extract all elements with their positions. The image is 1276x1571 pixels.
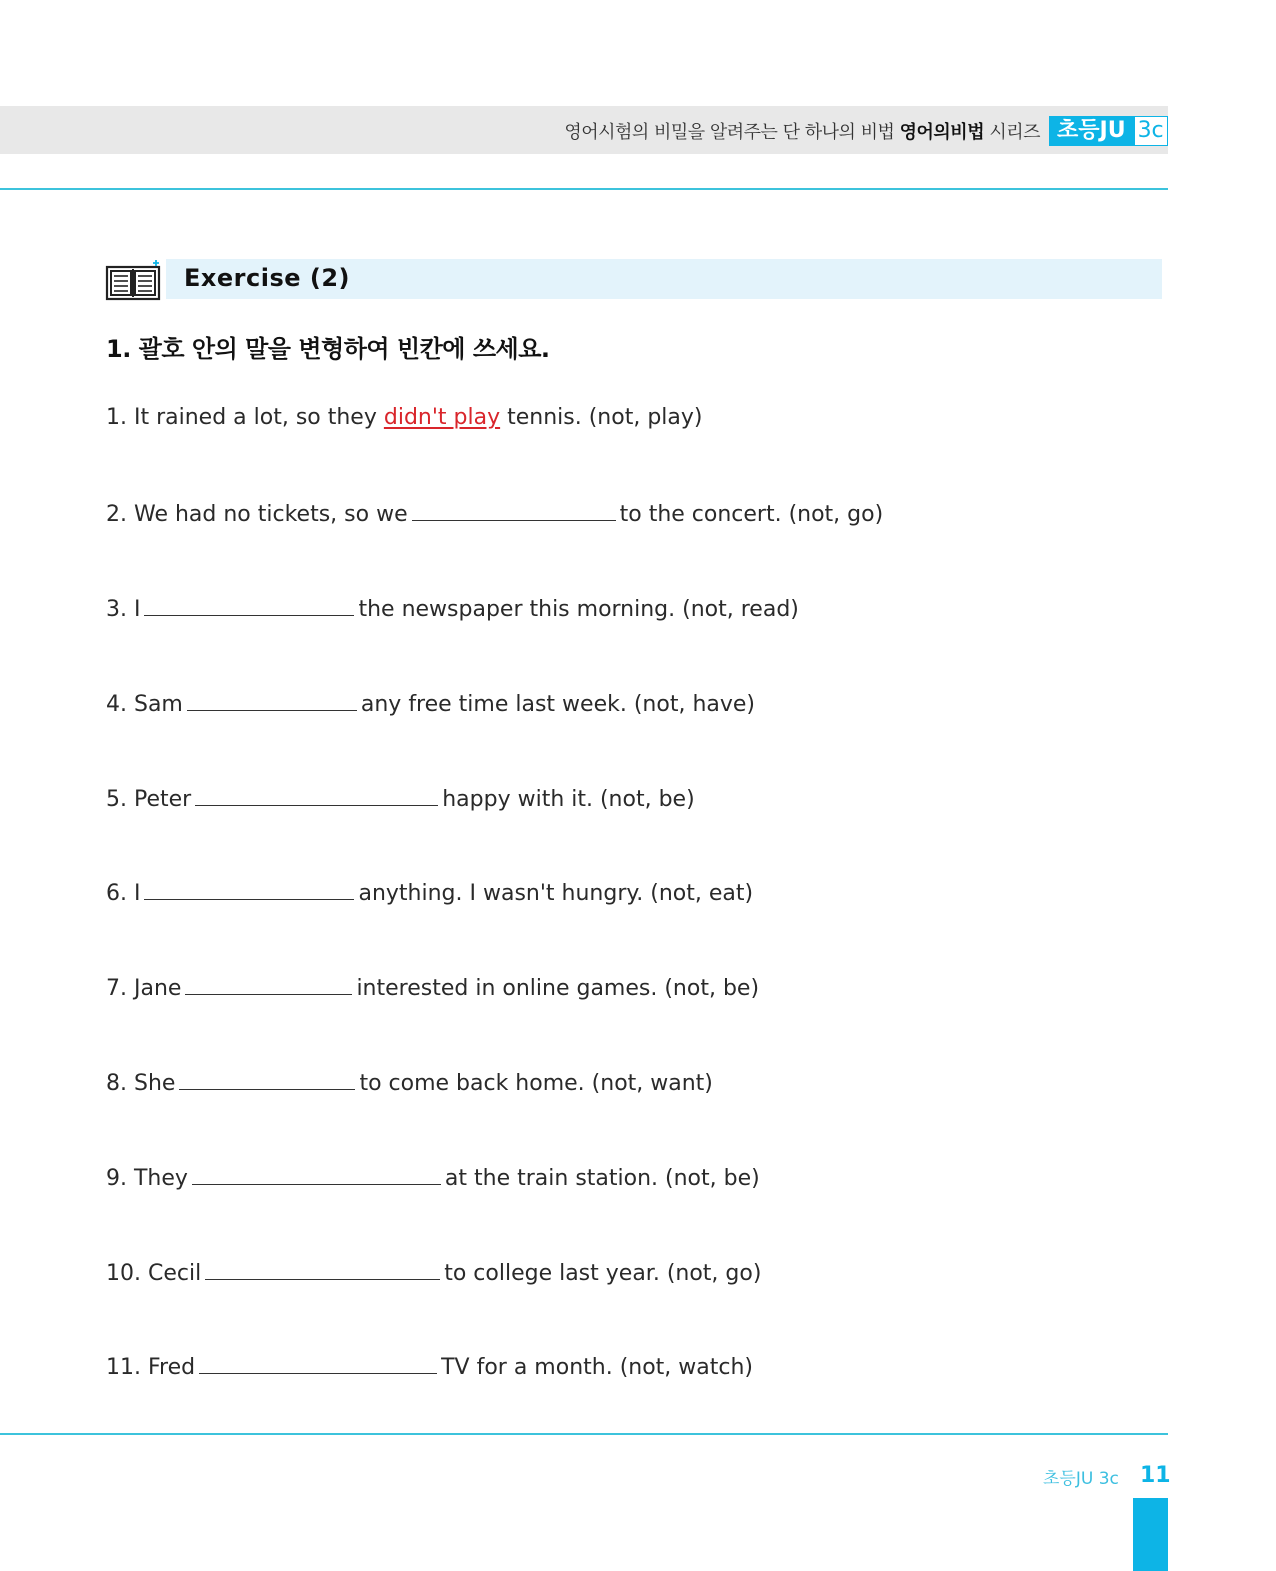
item-prefix: 11. Fred <box>106 1355 196 1380</box>
item-suffix: anything. I wasn't hungry. (not, eat) <box>358 881 754 906</box>
list-item <box>106 1067 713 1099</box>
list-item <box>106 1351 753 1383</box>
answer-blank[interactable] <box>195 783 438 806</box>
answer-blank[interactable] <box>412 498 616 521</box>
top-divider <box>0 188 1168 190</box>
answer-blank[interactable] <box>192 1162 441 1185</box>
item-suffix: the newspaper this morning. (not, read) <box>358 597 799 622</box>
list-item <box>106 783 695 815</box>
answer-blank[interactable] <box>144 593 354 616</box>
answer-blank[interactable] <box>185 972 352 995</box>
tagline-prefix: 영어시험의 비밀을 알려주는 단 하나의 비법 <box>564 122 895 143</box>
item-prefix: 6. I <box>106 881 141 906</box>
item-suffix: to college last year. (not, go) <box>444 1261 762 1286</box>
tagline-bold: 영어의비법 <box>899 122 985 143</box>
item-suffix: to the concert. (not, go) <box>619 502 884 527</box>
item-suffix: happy with it. (not, be) <box>442 787 695 812</box>
answer-blank[interactable] <box>199 1351 437 1374</box>
footer-brand: 초등JU 3c <box>1043 1469 1119 1489</box>
item-prefix: 3. I <box>106 597 141 622</box>
list-item <box>106 1257 761 1289</box>
bottom-divider <box>0 1433 1168 1435</box>
tagline-suffix: 시리즈 <box>989 122 1040 143</box>
brand-logo <box>1049 116 1168 146</box>
list-item <box>106 688 755 720</box>
brand-level: 3c <box>1134 116 1168 146</box>
item-suffix: at the train station. (not, be) <box>444 1166 760 1191</box>
item-prefix: 1. It rained a lot, so they <box>106 405 377 430</box>
item-suffix: TV for a month. (not, watch) <box>441 1355 754 1380</box>
answer-blank[interactable] <box>205 1257 440 1280</box>
list-item <box>106 403 702 433</box>
item-suffix: tennis. (not, play) <box>507 405 703 430</box>
item-suffix: interested in online games. (not, be) <box>356 976 760 1001</box>
item-prefix: 5. Peter <box>106 787 192 812</box>
item-prefix: 10. Cecil <box>106 1261 202 1286</box>
list-item <box>106 593 799 625</box>
item-suffix: any free time last week. (not, have) <box>360 692 756 717</box>
instruction: 1. 괄호 안의 말을 변형하여 빈칸에 쓰세요. <box>106 335 550 363</box>
list-item <box>106 877 753 909</box>
item-prefix: 7. Jane <box>106 976 182 1001</box>
item-prefix: 9. They <box>106 1166 188 1191</box>
book-icon <box>104 258 164 302</box>
item-prefix: 2. We had no tickets, so we <box>106 502 408 527</box>
answer-blank[interactable] <box>179 1067 355 1090</box>
exercise-title: Exercise (2) <box>184 264 350 292</box>
list-item <box>106 1162 760 1194</box>
page-number: 11 <box>1140 1463 1171 1488</box>
header-tagline <box>564 118 1040 144</box>
item-prefix: 8. She <box>106 1071 176 1096</box>
example-answer: didn't play <box>383 405 501 430</box>
answer-blank[interactable] <box>144 877 354 900</box>
page-tab <box>1133 1498 1168 1571</box>
item-suffix: to come back home. (not, want) <box>359 1071 713 1096</box>
list-item <box>106 498 883 530</box>
brand-name: 초등JU <box>1049 116 1134 146</box>
item-prefix: 4. Sam <box>106 692 183 717</box>
answer-blank[interactable] <box>187 688 357 711</box>
list-item <box>106 972 759 1004</box>
